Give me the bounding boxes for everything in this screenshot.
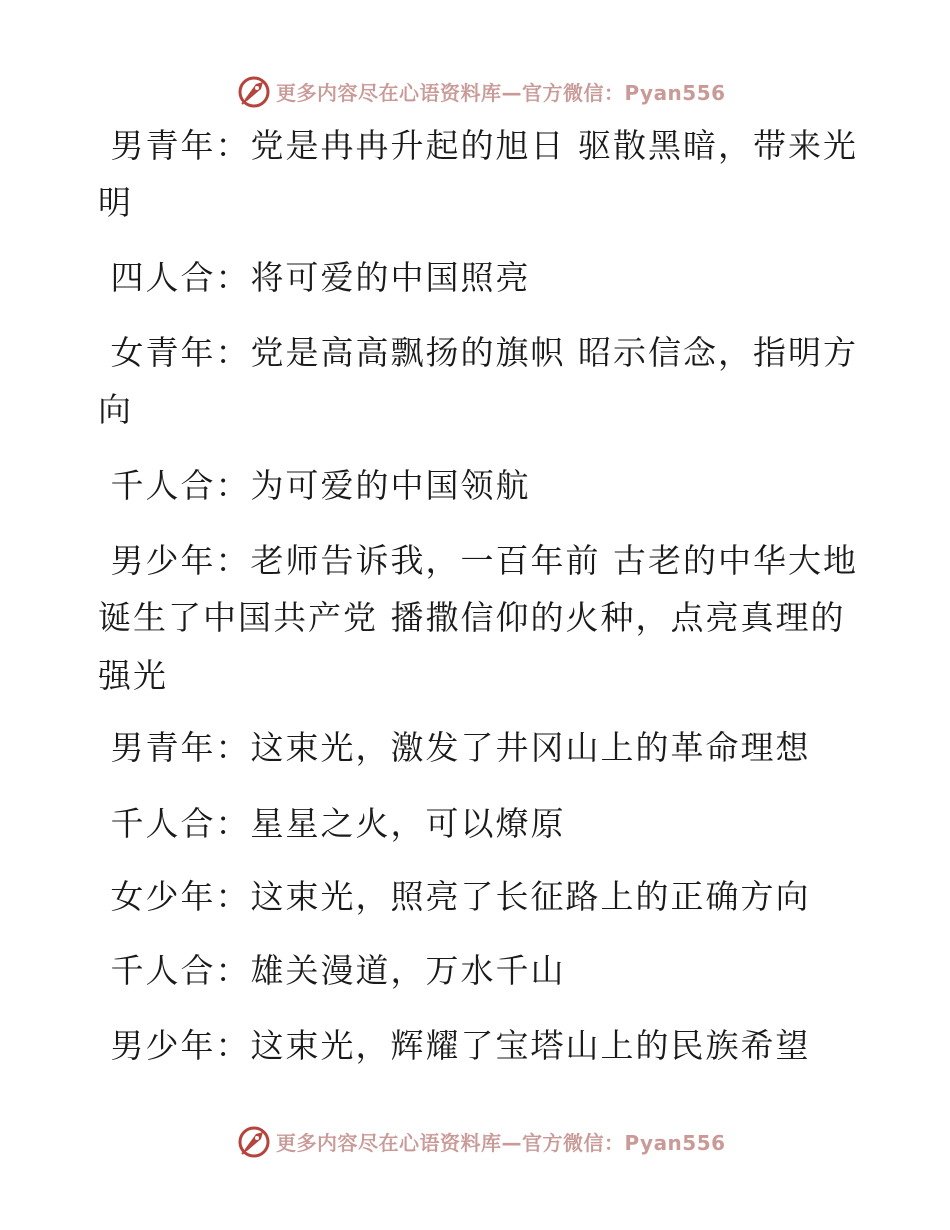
- banner-text: 更多内容尽在心语资料库—官方微信：Pyan556: [276, 1130, 726, 1155]
- text-line: 男青年：党是冉冉升起的旭日 驱散黑暗，带来光: [98, 126, 858, 165]
- text-line: 千人合：为可爱的中国领航: [98, 466, 531, 505]
- text-line: 千人合：雄关漫道，万水千山: [98, 951, 566, 990]
- pen-nib-circle-icon: [236, 73, 272, 109]
- text-line: 明: [98, 183, 133, 222]
- text-line: 男少年：这束光，辉耀了宝塔山上的民族希望: [98, 1026, 811, 1065]
- text-line: 女青年：党是高高飘扬的旗帜 昭示信念，指明方: [98, 333, 858, 372]
- text-line: 四人合：将可爱的中国照亮: [98, 258, 531, 297]
- pen-nib-circle-icon: [236, 1123, 272, 1159]
- text-line: 千人合：星星之火，可以燎原: [98, 804, 566, 843]
- text-line: 强光: [98, 656, 168, 695]
- header-banner: [236, 71, 726, 111]
- footer-banner: [236, 1121, 726, 1161]
- banner-text: 更多内容尽在心语资料库—官方微信：Pyan556: [276, 80, 726, 105]
- text-line: 诞生了中国共产党 播撒信仰的火种，点亮真理的: [98, 598, 846, 637]
- text-line: 男青年：这束光，激发了井冈山上的革命理想: [98, 728, 811, 767]
- text-line: 女少年：这束光，照亮了长征路上的正确方向: [98, 877, 811, 916]
- text-line: 男少年：老师告诉我，一百年前 古老的中华大地: [98, 541, 858, 580]
- text-line: 向: [98, 390, 133, 429]
